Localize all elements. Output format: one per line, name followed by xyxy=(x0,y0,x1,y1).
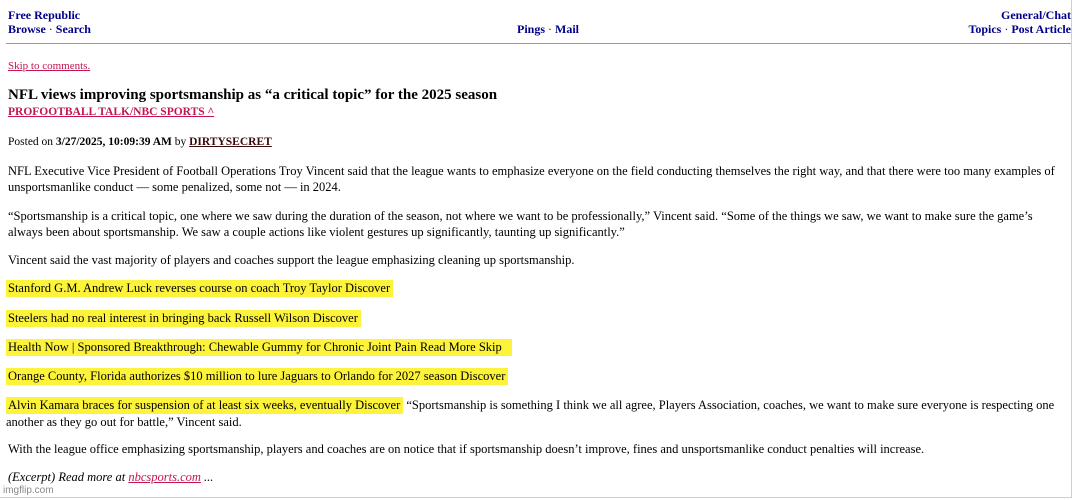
nav-separator: · xyxy=(48,22,53,36)
ad-text: Steelers had no real interest in bringing back Russell Wilson Discover xyxy=(6,310,361,327)
site-title-link[interactable]: Free Republic xyxy=(8,8,81,22)
paragraph-5: With the league office emphasizing sportsmanship, players and coaches are on notice that if sportsmanship doesn’t improve, fines and unsportsmanlike conduct penalties will increase. xyxy=(8,442,925,456)
paragraph-2: “Sportsmanship is a critical topic, one where we saw during the duration of the season, not where we want to be professionally,” Vincent said. “Some of the things we saw, we want to make sure the game’s always been about sportsmanship. We saw a couple actions like violent gestures up significantly, taunting up significantly.” xyxy=(8,209,1033,239)
posted-prefix: Posted on xyxy=(8,136,54,148)
source-site-link[interactable]: nbcsports.com xyxy=(128,470,201,484)
general-chat-link[interactable]: General/Chat xyxy=(1001,8,1071,22)
highlighted-ad-2[interactable] xyxy=(6,310,361,327)
header-divider xyxy=(6,43,1071,44)
highlighted-ad-1[interactable] xyxy=(6,280,393,297)
paragraph-3: Vincent said the vast majority of players and coaches support the league emphasizing cleaning up sportsmanship. xyxy=(8,253,575,267)
article-title: NFL views improving sportsmanship as “a critical topic” for the 2025 season xyxy=(8,87,498,103)
nav-left xyxy=(8,8,91,36)
pings-link[interactable]: Pings xyxy=(517,22,546,36)
nav-center xyxy=(517,22,579,36)
paragraph-4 xyxy=(6,397,1066,430)
browse-link[interactable]: Browse xyxy=(8,22,46,36)
post-article-link[interactable]: Post Article xyxy=(1011,22,1071,36)
excerpt-suffix: ... xyxy=(204,470,214,484)
highlighted-ad-3[interactable] xyxy=(6,339,512,356)
excerpt-prefix: (Excerpt) Read more at xyxy=(8,470,126,484)
posted-date: 3/27/2025, 10:09:39 AM xyxy=(55,136,172,148)
ad-text: Orange County, Florida authorizes $10 million to lure Jaguars to Orlando for 2027 season Discover xyxy=(6,368,508,385)
posted-line xyxy=(8,136,272,148)
ad-text: Health Now | Sponsored Breakthrough: Chewable Gummy for Chronic Joint Pain Read More Skip xyxy=(6,339,512,356)
search-link[interactable]: Search xyxy=(55,22,91,36)
nav-separator: · xyxy=(548,22,553,36)
topics-link[interactable]: Topics xyxy=(968,22,1002,36)
excerpt-line xyxy=(8,470,213,485)
mail-link[interactable]: Mail xyxy=(555,22,580,36)
nav-separator: · xyxy=(1004,22,1009,36)
nav-right xyxy=(968,8,1071,36)
watermark: imgflip.com xyxy=(3,485,54,496)
highlighted-ad-5[interactable]: Alvin Kamara braces for suspension of at least six weeks, eventually Discover xyxy=(6,397,403,414)
author-link[interactable]: DIRTYSECRET xyxy=(189,136,272,148)
ad-text: Stanford G.M. Andrew Luck reverses course on coach Troy Taylor Discover xyxy=(6,280,393,297)
top-navigation xyxy=(8,8,1071,40)
paragraph-1: NFL Executive Vice President of Football Operations Troy Vincent said that the league wants to emphasize everyone on the field conducting themselves the right way, and that there were too many examples of unsportsmanlike conduct — some penalized, some not — in 2024. xyxy=(8,164,1055,194)
paragraph-4-text: “Sportsmanship is something I think we all agree, Players Association, coaches, we want to make sure everyone is respecting one another as they go out for battle,” Vincent said. xyxy=(6,398,1055,429)
posted-by: by xyxy=(174,136,187,148)
highlighted-ad-4[interactable] xyxy=(6,368,508,385)
skip-to-comments-link[interactable]: Skip to comments. xyxy=(8,60,91,72)
article-source-link[interactable]: PROFOOTBALL TALK/NBC SPORTS ^ xyxy=(8,106,215,118)
